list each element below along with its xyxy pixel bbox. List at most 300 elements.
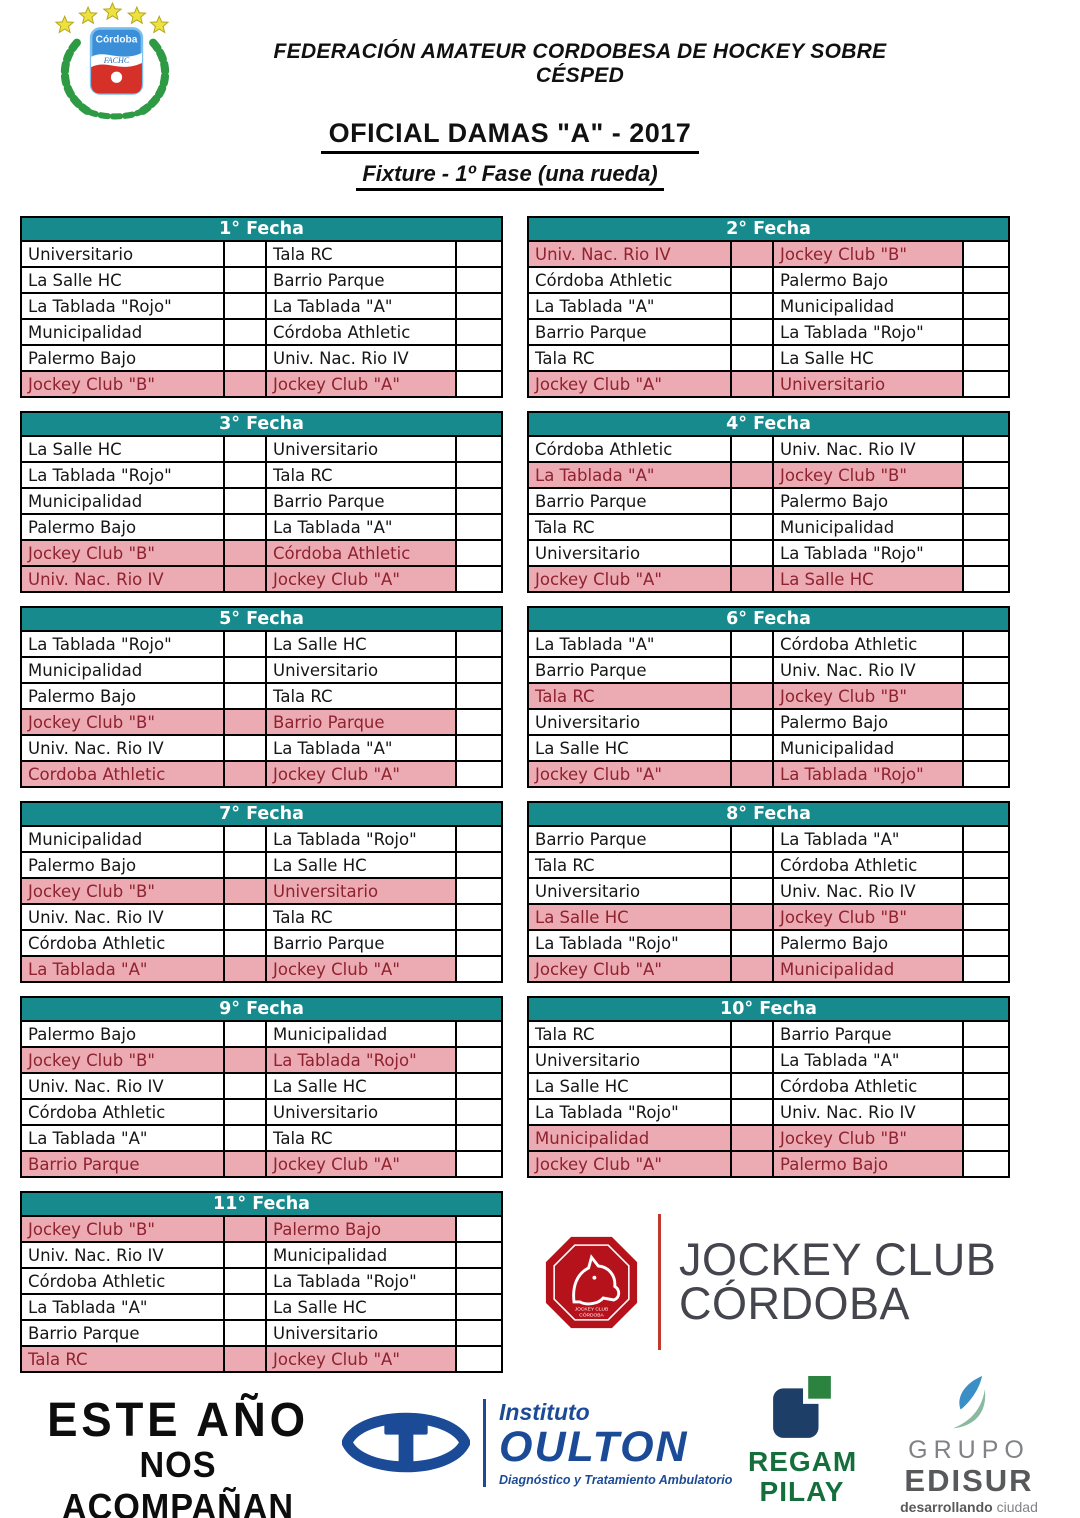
- fecha-title: 10° Fecha: [528, 997, 1009, 1021]
- away-team: Barrio Parque: [266, 267, 456, 293]
- spacer-cell: [224, 462, 266, 488]
- score-cell: [456, 293, 502, 319]
- away-team: Barrio Parque: [266, 488, 456, 514]
- match-row: [528, 1021, 1009, 1047]
- fecha-title: 3° Fecha: [21, 412, 502, 436]
- home-team: Barrio Parque: [528, 488, 731, 514]
- fecha-title: 9° Fecha: [21, 997, 502, 1021]
- home-team: Jockey Club "B": [21, 371, 224, 397]
- fixture-table: [527, 801, 1010, 983]
- score-cell: [456, 1216, 502, 1242]
- match-row: [528, 826, 1009, 852]
- score-cell: [963, 345, 1009, 371]
- match-row: [21, 1099, 502, 1125]
- spacer-cell: [731, 852, 773, 878]
- home-team: Municipalidad: [21, 488, 224, 514]
- grupo-edisur-logo: [888, 1376, 1050, 1515]
- spacer-cell: [224, 1151, 266, 1177]
- jockey-octagon-icon: [543, 1234, 640, 1331]
- match-row: [21, 930, 502, 956]
- spacer-cell: [224, 1242, 266, 1268]
- fixture-table: [527, 411, 1010, 593]
- match-row: [528, 1125, 1009, 1151]
- home-team: Tala RC: [528, 345, 731, 371]
- score-cell: [456, 735, 502, 761]
- score-cell: [963, 241, 1009, 267]
- score-cell: [456, 930, 502, 956]
- away-team: Universitario: [266, 878, 456, 904]
- home-team: Universitario: [528, 1047, 731, 1073]
- away-team: La Tablada "Rojo": [773, 319, 963, 345]
- home-team: La Tablada "A": [528, 293, 731, 319]
- spacer-cell: [731, 956, 773, 982]
- match-row: [528, 514, 1009, 540]
- home-team: Palermo Bajo: [21, 1021, 224, 1047]
- home-team: Palermo Bajo: [21, 852, 224, 878]
- away-team: Palermo Bajo: [773, 709, 963, 735]
- match-row: [21, 956, 502, 982]
- score-cell: [456, 878, 502, 904]
- fecha-title: 2° Fecha: [528, 217, 1009, 241]
- spacer-cell: [224, 488, 266, 514]
- home-team: Tala RC: [528, 1021, 731, 1047]
- spacer-cell: [731, 1151, 773, 1177]
- home-team: Jockey Club "A": [528, 761, 731, 787]
- score-cell: [963, 514, 1009, 540]
- away-team: Municipalidad: [773, 956, 963, 982]
- away-team: Tala RC: [266, 241, 456, 267]
- match-row: [21, 1320, 502, 1346]
- match-row: [21, 852, 502, 878]
- away-team: La Tablada "Rojo": [266, 826, 456, 852]
- spacer-cell: [731, 735, 773, 761]
- score-cell: [456, 462, 502, 488]
- score-cell: [456, 241, 502, 267]
- away-team: Univ. Nac. Rio IV: [773, 1099, 963, 1125]
- match-row: [21, 1242, 502, 1268]
- match-row: [21, 1216, 502, 1242]
- fixture-table: [20, 801, 503, 983]
- fixture-11: [20, 1191, 501, 1373]
- score-cell: [963, 735, 1009, 761]
- home-team: Universitario: [528, 878, 731, 904]
- match-row: [528, 657, 1009, 683]
- score-cell: [456, 1047, 502, 1073]
- home-team: Municipalidad: [528, 1125, 731, 1151]
- match-row: [528, 904, 1009, 930]
- spacer-cell: [224, 345, 266, 371]
- fixture-9: [20, 996, 501, 1178]
- away-team: Tala RC: [266, 462, 456, 488]
- match-row: [21, 709, 502, 735]
- jockey-wordmark: [679, 1233, 997, 1329]
- spacer-cell: [731, 1099, 773, 1125]
- match-row: [528, 1151, 1009, 1177]
- score-cell: [456, 956, 502, 982]
- score-cell: [456, 1294, 502, 1320]
- page-title-wrap: [0, 118, 1020, 154]
- match-row: [528, 683, 1009, 709]
- fixture-5: [20, 606, 501, 788]
- match-row: [21, 1047, 502, 1073]
- score-cell: [456, 1021, 502, 1047]
- match-row: [528, 956, 1009, 982]
- home-team: La Tablada "Rojo": [528, 1099, 731, 1125]
- away-team: Univ. Nac. Rio IV: [266, 345, 456, 371]
- spacer-cell: [224, 683, 266, 709]
- score-cell: [456, 1099, 502, 1125]
- fixture-table: [20, 216, 503, 398]
- score-cell: [963, 657, 1009, 683]
- oulton-name: OULTON: [499, 1423, 689, 1471]
- oulton-eye-icon: [342, 1396, 470, 1490]
- away-team: La Tablada "A": [266, 293, 456, 319]
- spacer-cell: [731, 878, 773, 904]
- divider: [483, 1399, 486, 1487]
- away-team: Palermo Bajo: [773, 930, 963, 956]
- home-team: Jockey Club "A": [528, 956, 731, 982]
- score-cell: [456, 371, 502, 397]
- away-team: Córdoba Athletic: [266, 319, 456, 345]
- match-row: [528, 267, 1009, 293]
- score-cell: [456, 709, 502, 735]
- away-team: Jockey Club "A": [266, 1151, 456, 1177]
- away-team: La Tablada "A": [266, 514, 456, 540]
- spacer-cell: [731, 631, 773, 657]
- page-subtitle: Fixture - 1º Fase (una rueda): [356, 161, 663, 191]
- home-team: Tala RC: [528, 852, 731, 878]
- spacer-cell: [224, 1073, 266, 1099]
- spacer-cell: [731, 267, 773, 293]
- match-row: [21, 1151, 502, 1177]
- spacer-cell: [224, 1125, 266, 1151]
- away-team: Univ. Nac. Rio IV: [773, 878, 963, 904]
- away-team: Palermo Bajo: [266, 1216, 456, 1242]
- home-team: Universitario: [528, 709, 731, 735]
- away-team: La Salle HC: [266, 1073, 456, 1099]
- score-cell: [963, 956, 1009, 982]
- score-cell: [456, 631, 502, 657]
- score-cell: [963, 878, 1009, 904]
- home-team: Municipalidad: [21, 319, 224, 345]
- home-team: Córdoba Athletic: [21, 930, 224, 956]
- away-team: Universitario: [773, 371, 963, 397]
- home-team: La Tablada "A": [21, 1294, 224, 1320]
- spacer-cell: [224, 540, 266, 566]
- home-team: Jockey Club "A": [528, 566, 731, 592]
- score-cell: [963, 293, 1009, 319]
- home-team: Jockey Club "B": [21, 1047, 224, 1073]
- home-team: Univ. Nac. Rio IV: [21, 1073, 224, 1099]
- home-team: La Tablada "Rojo": [21, 631, 224, 657]
- match-row: [21, 514, 502, 540]
- away-team: Barrio Parque: [266, 709, 456, 735]
- match-row: [528, 436, 1009, 462]
- match-row: [528, 371, 1009, 397]
- away-team: Municipalidad: [266, 1021, 456, 1047]
- away-team: Universitario: [266, 1320, 456, 1346]
- match-row: [21, 904, 502, 930]
- spacer-cell: [731, 436, 773, 462]
- spacer-cell: [224, 241, 266, 267]
- fecha-title: 11° Fecha: [21, 1192, 502, 1216]
- spacer-cell: [224, 657, 266, 683]
- score-cell: [456, 1268, 502, 1294]
- away-team: Municipalidad: [773, 514, 963, 540]
- away-team: Tala RC: [266, 1125, 456, 1151]
- divider: [658, 1214, 661, 1350]
- home-team: Universitario: [21, 241, 224, 267]
- match-row: [21, 631, 502, 657]
- spacer-cell: [224, 1099, 266, 1125]
- spacer-cell: [224, 709, 266, 735]
- home-team: La Salle HC: [528, 1073, 731, 1099]
- match-row: [21, 657, 502, 683]
- home-team: Córdoba Athletic: [21, 1099, 224, 1125]
- fixture-table: [20, 1191, 503, 1373]
- away-team: Jockey Club "B": [773, 904, 963, 930]
- score-cell: [963, 566, 1009, 592]
- edisur-grupo: GRUPO: [908, 1436, 1030, 1464]
- home-team: Tala RC: [528, 683, 731, 709]
- page-subtitle-wrap: [0, 161, 1020, 191]
- shield-script-text: FACHC: [103, 56, 130, 66]
- fixture-3: [20, 411, 501, 593]
- score-cell: [456, 345, 502, 371]
- away-team: Barrio Parque: [266, 930, 456, 956]
- home-team: La Salle HC: [21, 267, 224, 293]
- fecha-title: 1° Fecha: [21, 217, 502, 241]
- home-team: La Salle HC: [21, 436, 224, 462]
- regam-icon: [769, 1376, 835, 1442]
- fecha-title: 5° Fecha: [21, 607, 502, 631]
- home-team: Jockey Club "B": [21, 1216, 224, 1242]
- score-cell: [456, 1125, 502, 1151]
- home-team: Jockey Club "B": [21, 709, 224, 735]
- spacer-cell: [224, 436, 266, 462]
- spacer-cell: [731, 709, 773, 735]
- home-team: Jockey Club "B": [21, 540, 224, 566]
- spacer-cell: [224, 1268, 266, 1294]
- spacer-cell: [731, 904, 773, 930]
- match-row: [21, 1346, 502, 1372]
- match-row: [21, 319, 502, 345]
- home-team: La Tablada "Rojo": [21, 462, 224, 488]
- spacer-cell: [224, 1320, 266, 1346]
- away-team: Barrio Parque: [773, 1021, 963, 1047]
- score-cell: [456, 826, 502, 852]
- score-cell: [456, 514, 502, 540]
- jockey-line2: CÓRDOBA: [679, 1278, 911, 1329]
- home-team: Córdoba Athletic: [528, 436, 731, 462]
- shield-cordoba-text: Córdoba: [95, 34, 138, 46]
- fixture-table: [20, 411, 503, 593]
- match-row: [21, 540, 502, 566]
- score-cell: [456, 1242, 502, 1268]
- away-team: Jockey Club "B": [773, 683, 963, 709]
- fixture-10: [527, 996, 1008, 1178]
- away-team: Universitario: [266, 1099, 456, 1125]
- away-team: Univ. Nac. Rio IV: [773, 436, 963, 462]
- away-team: La Salle HC: [266, 852, 456, 878]
- spacer-cell: [224, 852, 266, 878]
- away-team: La Salle HC: [773, 345, 963, 371]
- edisur-name: EDISUR: [904, 1463, 1034, 1498]
- fixture-table: [527, 216, 1010, 398]
- home-team: La Tablada "Rojo": [528, 930, 731, 956]
- spacer-cell: [224, 1294, 266, 1320]
- score-cell: [963, 1021, 1009, 1047]
- spacer-cell: [731, 1021, 773, 1047]
- edisur-tagline: [888, 1499, 1050, 1515]
- spacer-cell: [731, 241, 773, 267]
- score-cell: [963, 852, 1009, 878]
- federation-title: FEDERACIÓN AMATEUR CORDOBESA DE HOCKEY SOBRE CÉSPED: [273, 40, 887, 87]
- match-row: [21, 826, 502, 852]
- spacer-cell: [224, 631, 266, 657]
- match-row: [528, 709, 1009, 735]
- away-team: La Salle HC: [773, 566, 963, 592]
- match-row: [528, 878, 1009, 904]
- score-cell: [456, 436, 502, 462]
- home-team: Tala RC: [528, 514, 731, 540]
- home-team: Barrio Parque: [21, 1151, 224, 1177]
- away-team: Municipalidad: [773, 735, 963, 761]
- fixture-4: [527, 411, 1008, 593]
- fixture-table: [20, 996, 503, 1178]
- home-team: La Tablada "A": [21, 956, 224, 982]
- svg-text:CÓRDOBA: CÓRDOBA: [579, 1312, 604, 1318]
- regam-line2: PILAY: [759, 1476, 845, 1507]
- away-team: Jockey Club "B": [773, 241, 963, 267]
- score-cell: [963, 761, 1009, 787]
- jockey-line1: JOCKEY CLUB: [679, 1233, 997, 1285]
- home-team: Barrio Parque: [528, 826, 731, 852]
- score-cell: [456, 540, 502, 566]
- match-row: [21, 241, 502, 267]
- home-team: Jockey Club "B": [21, 878, 224, 904]
- score-cell: [456, 1320, 502, 1346]
- fixture-table: [527, 996, 1010, 1178]
- away-team: Jockey Club "B": [773, 1125, 963, 1151]
- fecha-title: 8° Fecha: [528, 802, 1009, 826]
- page-title: OFICIAL DAMAS "A" - 2017: [321, 118, 700, 154]
- away-team: Jockey Club "A": [266, 371, 456, 397]
- home-team: La Salle HC: [528, 904, 731, 930]
- sponsors-heading: [26, 1394, 330, 1518]
- home-team: Univ. Nac. Rio IV: [21, 735, 224, 761]
- home-team: Univ. Nac. Rio IV: [21, 1242, 224, 1268]
- away-team: Univ. Nac. Rio IV: [773, 657, 963, 683]
- score-cell: [456, 488, 502, 514]
- away-team: Jockey Club "A": [266, 761, 456, 787]
- match-row: [528, 319, 1009, 345]
- score-cell: [456, 1151, 502, 1177]
- away-team: La Tablada "Rojo": [773, 761, 963, 787]
- score-cell: [456, 852, 502, 878]
- spacer-cell: [731, 761, 773, 787]
- spacer-cell: [731, 566, 773, 592]
- home-team: Univ. Nac. Rio IV: [528, 241, 731, 267]
- match-row: [21, 566, 502, 592]
- away-team: La Salle HC: [266, 1294, 456, 1320]
- away-team: Universitario: [266, 657, 456, 683]
- home-team: Jockey Club "A": [528, 371, 731, 397]
- away-team: Córdoba Athletic: [773, 631, 963, 657]
- match-row: [21, 488, 502, 514]
- spacer-cell: [224, 878, 266, 904]
- fixtures-grid: [20, 216, 1008, 1373]
- oulton-wordmark: [499, 1399, 732, 1487]
- fixture-2: [527, 216, 1008, 398]
- away-team: Jockey Club "A": [266, 956, 456, 982]
- jockey-club-logo: [527, 1191, 1008, 1373]
- match-row: [21, 1294, 502, 1320]
- spacer-cell: [224, 1021, 266, 1047]
- away-team: Córdoba Athletic: [773, 1073, 963, 1099]
- score-cell: [963, 488, 1009, 514]
- score-cell: [963, 436, 1009, 462]
- federation-logo-icon: [46, 2, 184, 122]
- edisur-swoosh-icon: [941, 1376, 997, 1432]
- away-team: Jockey Club "B": [773, 462, 963, 488]
- score-cell: [456, 267, 502, 293]
- fixture-table: [527, 606, 1010, 788]
- spacer-cell: [224, 930, 266, 956]
- away-team: La Tablada "Rojo": [266, 1047, 456, 1073]
- home-team: Jockey Club "A": [528, 1151, 731, 1177]
- oulton-tagline: Diagnóstico y Tratamiento Ambulatorio: [499, 1473, 733, 1487]
- match-row: [528, 345, 1009, 371]
- score-cell: [963, 631, 1009, 657]
- away-team: La Tablada "A": [773, 1047, 963, 1073]
- match-row: [21, 1021, 502, 1047]
- score-cell: [963, 930, 1009, 956]
- spacer-cell: [731, 657, 773, 683]
- match-row: [528, 930, 1009, 956]
- spacer-cell: [224, 1346, 266, 1372]
- score-cell: [456, 657, 502, 683]
- match-row: [528, 566, 1009, 592]
- score-cell: [963, 540, 1009, 566]
- away-team: Universitario: [266, 436, 456, 462]
- regam-pilay-logo: [748, 1376, 856, 1507]
- score-cell: [963, 267, 1009, 293]
- score-cell: [456, 904, 502, 930]
- match-row: [528, 1099, 1009, 1125]
- match-row: [528, 761, 1009, 787]
- match-row: [21, 735, 502, 761]
- fecha-title: 6° Fecha: [528, 607, 1009, 631]
- home-team: La Tablada "Rojo": [21, 293, 224, 319]
- match-row: [528, 540, 1009, 566]
- match-row: [528, 1047, 1009, 1073]
- home-team: Barrio Parque: [528, 657, 731, 683]
- spacer-cell: [731, 826, 773, 852]
- score-cell: [963, 462, 1009, 488]
- match-row: [21, 761, 502, 787]
- spacer-cell: [224, 319, 266, 345]
- score-cell: [963, 709, 1009, 735]
- fecha-title: 7° Fecha: [21, 802, 502, 826]
- away-team: La Tablada "Rojo": [773, 540, 963, 566]
- match-row: [528, 462, 1009, 488]
- score-cell: [456, 319, 502, 345]
- fixture-7: [20, 801, 501, 983]
- spacer-cell: [731, 683, 773, 709]
- match-row: [21, 462, 502, 488]
- home-team: La Tablada "A": [528, 462, 731, 488]
